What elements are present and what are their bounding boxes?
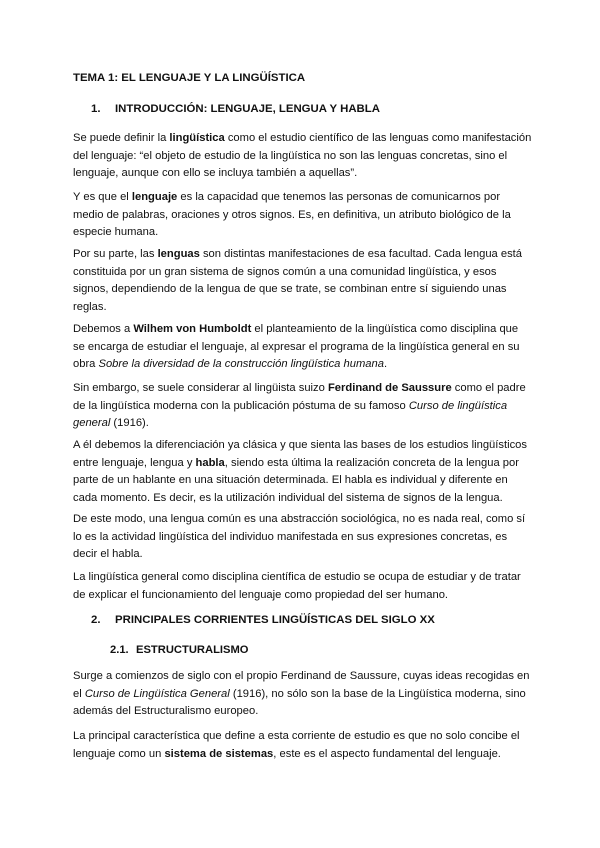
text-run: Y es que el	[73, 191, 132, 203]
text-run: .	[383, 358, 388, 371]
bold-term: sistema de sistemas	[164, 747, 274, 760]
paragraph-linguistica	[73, 130, 533, 183]
text-run: como el estudio científico de las lenguas como manifestación del lenguaje: “el objeto de estudio de la lingüística no son las lenguas concretas, sino el lenguaje, aunque con ello se incluya también a aquellas”.	[73, 132, 532, 180]
text-run: Se puede definir la	[73, 132, 170, 144]
paragraph-humboldt	[73, 321, 533, 374]
text-run: es la capacidad que tenemos las personas de comunicarnos por medio de palabras, oraciones y otros signos. Es, en definitiva, un atributo biológico de la especie humana.	[73, 191, 511, 239]
section-number: 1.	[91, 103, 101, 115]
italic-title: Sobre la diversidad de la construcción lingüística humana	[98, 358, 384, 371]
section-heading-1	[91, 101, 380, 119]
text-run: como el padre de la lingüística moderna con la publicación póstuma de su famoso	[73, 382, 526, 412]
text-run: A él debemos la diferenciación ya clásica y que sienta las bases de los estudios lingüísticos entre lenguaje, lengua y	[73, 439, 527, 469]
section-title: PRINCIPALES CORRIENTES LINGÜÍSTICAS DEL SIGLO XX	[115, 614, 435, 626]
text-run: , este es el aspecto fundamental del lenguaje.	[273, 747, 501, 760]
bold-term: Ferdinand de Saussure	[327, 382, 452, 394]
paragraph-habla	[73, 437, 533, 507]
text-run: (1916), no sólo son la base de la Lingüística moderna, sino además del Estructuralismo europeo.	[73, 687, 526, 718]
text-run: son distintas manifestaciones de esa facultad. Cada lengua está constituida por un gran sistema de signos común a una comunidad lingüística, y esos signos, dependiendo de la lengua de que se trate, se combinan entre sí siguiendo unas reglas.	[73, 248, 523, 313]
bold-term: lingüística	[169, 132, 225, 144]
bold-term: Wilhem von Humboldt	[133, 323, 252, 335]
text-run: Debemos a	[73, 323, 134, 335]
section-number: 2.	[91, 614, 101, 626]
paragraph-lenguaje	[73, 189, 533, 242]
paragraph-estructuralismo	[73, 668, 533, 721]
bold-term: lenguas	[157, 248, 200, 260]
text-run: Sin embargo, se suele considerar al lingüista suizo	[73, 382, 328, 394]
bold-term: habla	[195, 456, 225, 469]
section-heading-2	[91, 612, 435, 630]
bold-term: lenguaje	[131, 191, 178, 203]
text-run: el planteamiento de la lingüística como disciplina que se encarga de estudiar el lenguaje, al expresar el programa de la lingüística general en su obra	[73, 323, 520, 371]
document-title: TEMA 1: EL LENGUAJE Y LA LINGÜÍSTICA	[73, 72, 306, 84]
section-title: INTRODUCCIÓN: LENGUAJE, LENGUA Y HABLA	[115, 103, 380, 115]
paragraph-lenguas	[73, 246, 533, 316]
italic-title: Curso de Lingüística General	[84, 687, 230, 700]
paragraph-linguistica-general: La lingüística general como disciplina científica de estudio se ocupa de estudiar y de tratar de explicar el funcionamiento del lenguaje como propiedad del ser humano.	[73, 571, 521, 601]
paragraph-saussure	[73, 380, 533, 433]
text-run: Por su parte, las	[73, 248, 158, 260]
text-run: Surge a comienzos de siglo con el propio Ferdinand de Saussure, cuyas ideas recogidas en el	[73, 670, 530, 700]
paragraph-sistema	[73, 728, 533, 763]
text-run: , siendo esta última la realización concreta de la lengua por parte de un hablante en una situación determinada. El habla es individual y diferente en cada momento. Es decir, es la utilización individual del sistema de signos de la lengua.	[73, 456, 519, 504]
paragraph-lengua-comun: De este modo, una lengua común es una abstracción sociológica, no es nada real, como sí lo es la actividad lingüística del individuo manifestada en sus expresiones concretas, es decir el habla.	[73, 513, 526, 561]
italic-title: Curso de lingüística general	[73, 399, 508, 430]
subsection-number: 2.1.	[110, 644, 129, 656]
subsection-title: ESTRUCTURALISMO	[136, 644, 249, 656]
subsection-heading-2-1	[110, 642, 249, 660]
text-run: La principal característica que define a esta corriente de estudio es que no solo concibe el lenguaje como un	[73, 730, 520, 760]
text-run: (1916).	[110, 417, 149, 430]
